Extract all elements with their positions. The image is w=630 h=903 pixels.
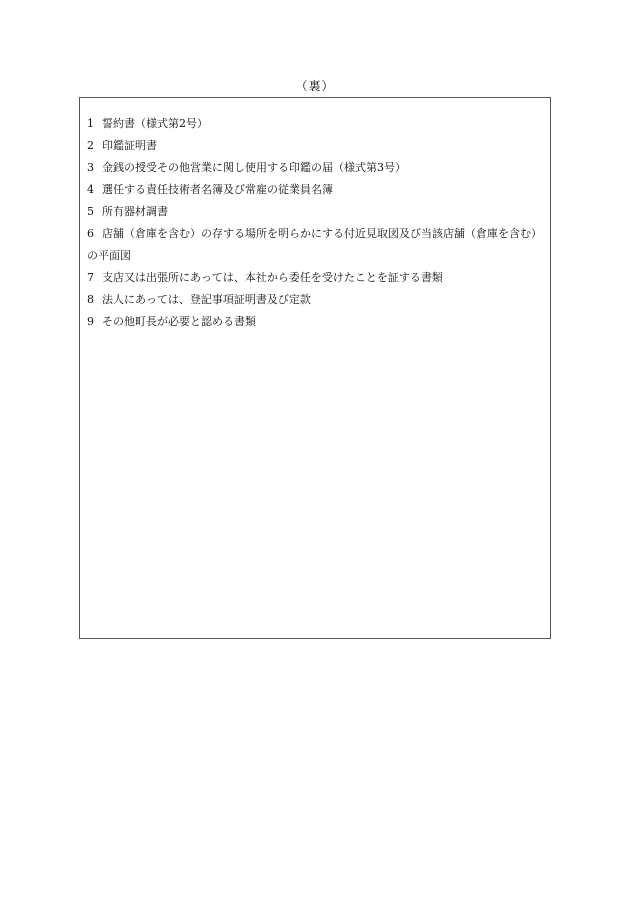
list-item bbox=[87, 113, 544, 135]
item-number: 6 bbox=[87, 227, 94, 240]
item-number: 7 bbox=[87, 271, 94, 284]
item-number: 9 bbox=[87, 315, 94, 328]
item-text-wrapper bbox=[87, 223, 544, 267]
item-text: 法人にあっては、登記事項証明書及び定款 bbox=[102, 293, 311, 306]
item-number: 5 bbox=[87, 205, 94, 218]
item-text: 所有器材調書 bbox=[102, 205, 168, 218]
item-text: 誓約書（様式第2号） bbox=[102, 117, 208, 130]
item-text-continuation: の平面図 bbox=[87, 249, 131, 262]
item-text: 印鑑証明書 bbox=[102, 139, 157, 152]
list-item bbox=[87, 135, 544, 157]
page-heading: （裏） bbox=[295, 79, 335, 93]
attachment-list bbox=[87, 113, 544, 333]
list-item bbox=[87, 179, 544, 201]
item-text: 選任する責任技術者名簿及び常雇の従業員名簿 bbox=[102, 183, 333, 196]
item-number: 4 bbox=[87, 183, 94, 196]
list-item bbox=[87, 223, 544, 267]
item-text: 金銭の授受その他営業に関し使用する印鑑の届（様式第3号） bbox=[102, 161, 406, 174]
list-item bbox=[87, 289, 544, 311]
item-text: 店舗（倉庫を含む）の存する場所を明らかにする付近見取図及び当該店舗（倉庫を含む） bbox=[102, 227, 542, 240]
item-number: 3 bbox=[87, 161, 94, 174]
list-item bbox=[87, 201, 544, 223]
list-item bbox=[87, 267, 544, 289]
item-number: 8 bbox=[87, 293, 94, 306]
item-text: 支店又は出張所にあっては、本社から委任を受けたことを証する書類 bbox=[102, 271, 443, 284]
list-item bbox=[87, 157, 544, 179]
item-number: 2 bbox=[87, 139, 94, 152]
item-text: その他町長が必要と認める書類 bbox=[102, 315, 256, 328]
attachment-list-box bbox=[79, 97, 551, 639]
list-item bbox=[87, 311, 544, 333]
item-number: 1 bbox=[87, 117, 94, 130]
